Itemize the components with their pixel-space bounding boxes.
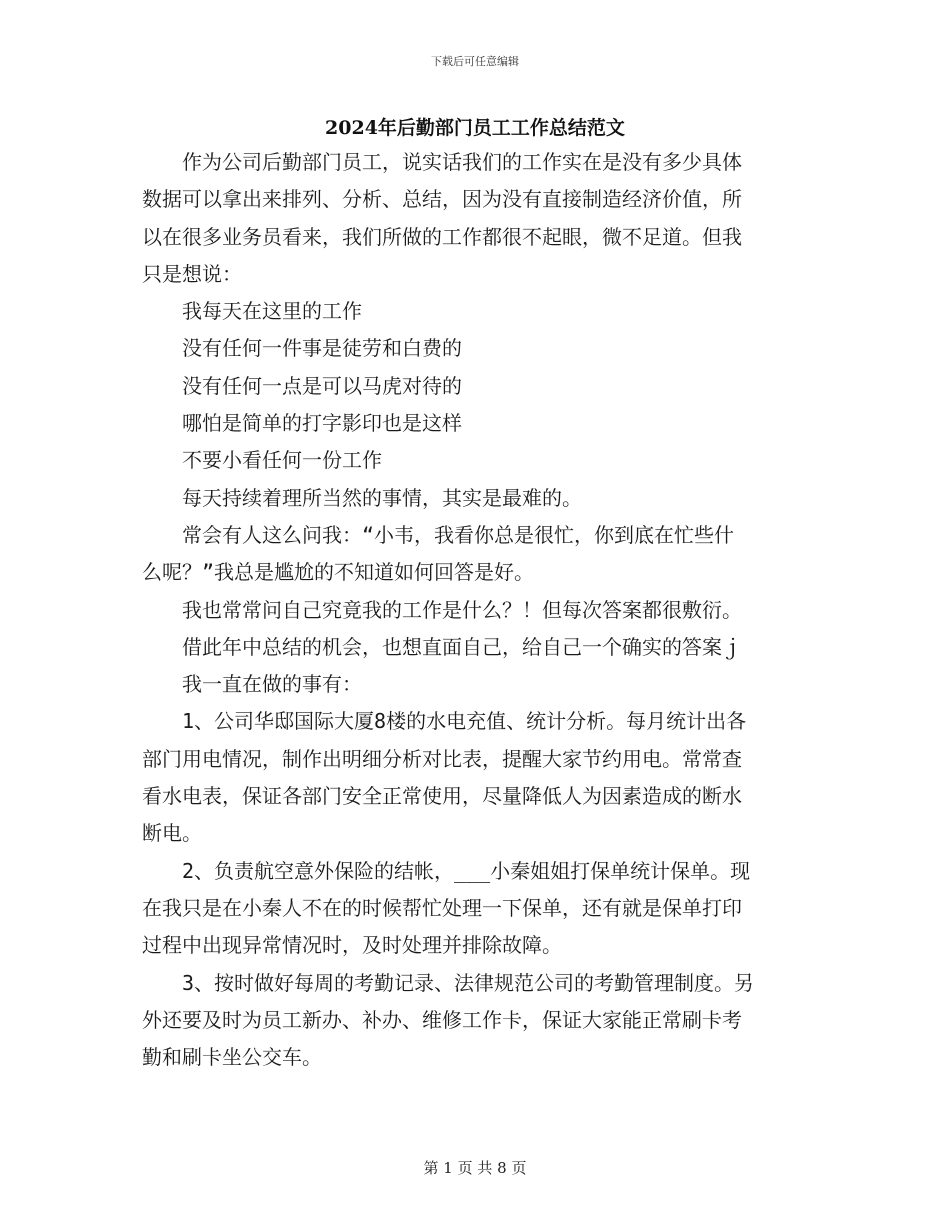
body-line: 2、负责航空意外保险的结帐，___小秦姐姐打保单统计保单。现 [182, 858, 751, 883]
body-line: 我也常常问自己究竟我的工作是什么？！但每次答案都很敷衍。 [182, 597, 742, 622]
body-line: 不要小看任何一份工作 [182, 448, 382, 473]
body-line: 勤和刷卡坐公交车。 [142, 1045, 322, 1070]
body-line: 我每天在这里的工作 [182, 299, 362, 324]
body-line: 断电。 [142, 821, 202, 846]
document-title: 2024年后勤部门员工工作总结范文 [325, 117, 625, 139]
body-line: 以在很多业务员看来，我们所做的工作都很不起眼，微不足道。但我 [142, 224, 742, 249]
body-line: 借此年中总结的机会，也想直面自己，给自己一个确实的答案ｊ [182, 634, 742, 659]
body-line: 数据可以拿出来排列、分析、总结，因为没有直接制造经济价值，所 [142, 187, 742, 212]
body-line: 3、按时做好每周的考勤记录、法律规范公司的考勤管理制度。另 [182, 970, 755, 995]
body-line: 只是想说： [142, 261, 242, 286]
body-line: 没有任何一件事是徒劳和白费的 [182, 336, 462, 361]
body-line: 我一直在做的事有： [182, 672, 362, 697]
body-line: 作为公司后勤部门员工，说实话我们的工作实在是没有多少具体 [182, 150, 742, 174]
header-note: 下载后可任意编辑 [431, 55, 519, 68]
body-line: 部门用电情况，制作出明细分析对比表，提醒大家节约用电。常常查 [142, 746, 742, 771]
body-line: 1、公司华邸国际大厦8楼的水电充值、统计分析。每月统计出各 [182, 709, 747, 734]
body-line: 哪怕是简单的打字影印也是这样 [182, 411, 462, 436]
body-line: 每天持续着理所当然的事情，其实是最难的。 [182, 485, 582, 510]
body-line: 过程中出现异常情况时，及时处理并排除故障。 [142, 933, 562, 958]
body-line: 外还要及时为员工新办、补办、维修工作卡，保证大家能正常刷卡考 [142, 1007, 742, 1032]
page-footer: 第 1 页 共 8 页 [423, 1159, 527, 1177]
body-line: 么呢？”我总是尴尬的不知道如何回答是好。 [142, 560, 535, 585]
body-line: 没有任何一点是可以马虎对待的 [182, 373, 462, 398]
body-line: 常会有人这么问我：“小韦，我看你总是很忙，你到底在忙些什 [182, 522, 735, 547]
body-line: 在我只是在小秦人不在的时候帮忙处理一下保单，还有就是保单打印 [142, 895, 742, 920]
body-line: 看水电表，保证各部门安全正常使用，尽量降低人为因素造成的断水 [142, 784, 742, 809]
document-body [142, 144, 812, 1076]
